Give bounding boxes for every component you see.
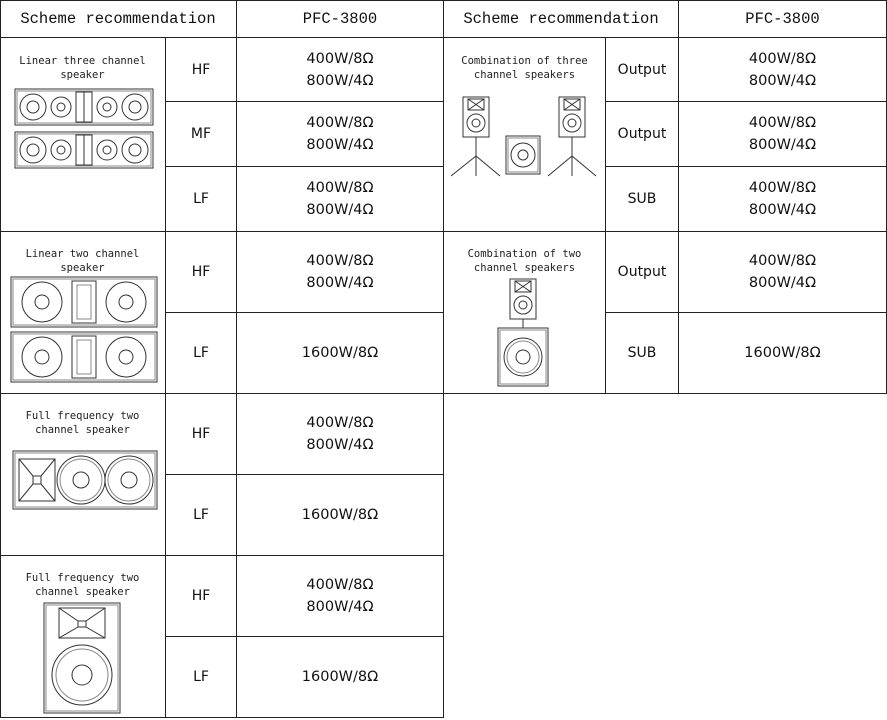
power-value: 800W/4Ω — [748, 275, 817, 291]
band-cell: SUB — [606, 313, 679, 394]
band-cell: HF — [166, 556, 237, 637]
power-value: 400W/8Ω — [748, 50, 817, 67]
power-value: 400W/8Ω — [306, 577, 374, 593]
power-cell — [237, 313, 444, 394]
scheme-label-line: channel speakers — [473, 69, 576, 81]
band-cell: LF — [166, 637, 237, 718]
power-cell — [237, 232, 444, 313]
power-cell — [679, 38, 887, 102]
power-value: 1600W/8Ω — [301, 507, 379, 523]
header-model-left: PFC-3800 — [237, 0, 444, 38]
scheme-cell-combination-two — [444, 232, 606, 394]
scheme-label-line: Full frequency two — [25, 572, 140, 584]
full-frequency-horizontal-speaker-image — [12, 450, 158, 510]
power-value: 800W/4Ω — [306, 275, 374, 291]
scheme-cell-full-frequency-vertical — [0, 556, 166, 718]
scheme-label-line: channel speaker — [35, 424, 130, 436]
power-value: 400W/8Ω — [748, 180, 817, 196]
scheme-cell-linear-two-channel — [0, 232, 166, 394]
scheme-cell-combination-three — [444, 38, 606, 232]
band-cell: Output — [606, 232, 679, 313]
linear-three-channel-speaker-image — [14, 88, 154, 170]
band-cell: HF — [166, 394, 237, 475]
scheme-cell-linear-three-channel — [0, 38, 166, 232]
scheme-label-line: Combination of two — [467, 248, 582, 260]
power-cell — [679, 313, 887, 394]
full-frequency-vertical-speaker-image — [43, 602, 121, 714]
power-cell — [237, 102, 444, 167]
power-value: 400W/8Ω — [306, 50, 374, 67]
power-cell — [679, 167, 887, 232]
band-cell: LF — [166, 167, 237, 232]
power-value: 800W/4Ω — [306, 599, 374, 615]
power-value: 800W/4Ω — [748, 202, 817, 218]
power-value: 1600W/8Ω — [301, 345, 379, 361]
combination-two-speakers-image — [497, 278, 549, 388]
band-cell: LF — [166, 313, 237, 394]
header-scheme-right: Scheme recommendation — [444, 0, 679, 38]
scheme-label-line: channel speakers — [473, 262, 576, 274]
band-cell: MF — [166, 102, 237, 167]
scheme-label-line: Combination of three — [461, 55, 588, 67]
scheme-label-line: Full frequency two — [25, 410, 140, 422]
scheme-label-line: Linear two channel — [25, 248, 140, 260]
band-cell: Output — [606, 38, 679, 102]
scheme-label-line: channel speaker — [35, 586, 130, 598]
power-cell — [237, 637, 444, 718]
combination-three-speakers-image — [448, 96, 602, 180]
power-cell — [237, 394, 444, 475]
power-cell — [237, 556, 444, 637]
band-cell: SUB — [606, 167, 679, 232]
power-value: 400W/8Ω — [748, 253, 817, 269]
power-value: 800W/4Ω — [306, 202, 374, 218]
band-cell: HF — [166, 38, 237, 102]
power-value: 400W/8Ω — [306, 415, 374, 431]
scheme-label-line: Linear three channel — [19, 55, 146, 67]
power-cell — [679, 102, 887, 167]
scheme-label-line: speaker — [60, 262, 105, 274]
power-value: 800W/4Ω — [306, 72, 374, 89]
header-scheme-left: Scheme recommendation — [0, 0, 237, 38]
power-cell — [237, 167, 444, 232]
power-value: 800W/4Ω — [306, 137, 374, 153]
scheme-label-line: speaker — [60, 69, 105, 81]
power-value: 400W/8Ω — [306, 180, 374, 196]
power-cell — [237, 475, 444, 556]
power-cell — [679, 232, 887, 313]
scheme-cell-full-frequency-horizontal — [0, 394, 166, 556]
power-value: 1600W/8Ω — [301, 669, 379, 685]
power-value: 800W/4Ω — [748, 137, 817, 153]
power-value: 400W/8Ω — [748, 115, 817, 131]
band-cell: Output — [606, 102, 679, 167]
power-value: 800W/4Ω — [306, 437, 374, 453]
linear-two-channel-speaker-image — [10, 276, 158, 384]
power-value: 800W/4Ω — [748, 72, 817, 89]
power-value: 400W/8Ω — [306, 253, 374, 269]
power-value: 400W/8Ω — [306, 115, 374, 131]
header-model-right: PFC-3800 — [679, 0, 887, 38]
band-cell: LF — [166, 475, 237, 556]
power-cell — [237, 38, 444, 102]
power-value: 1600W/8Ω — [744, 345, 821, 361]
band-cell: HF — [166, 232, 237, 313]
